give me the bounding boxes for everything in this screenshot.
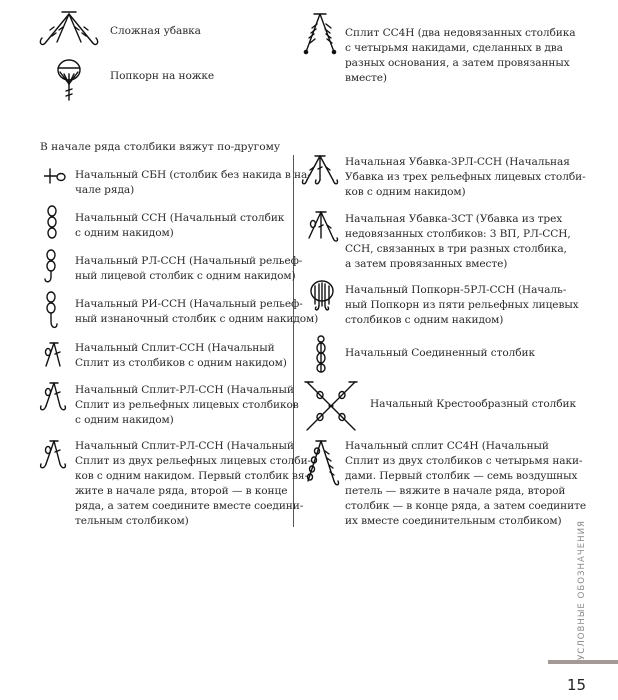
side-section-label-text: УСЛОВНЫЕ ОБОЗНАЧЕНИЯ (577, 519, 587, 660)
text-line: Начальный Сплит-РЛ-ССН (Начальный (75, 440, 294, 452)
starting-decrease-3fpdc-description (345, 155, 586, 200)
starting-crossed-dc-description (370, 397, 576, 412)
starting-popcorn-5fpdc-icon (308, 278, 336, 318)
text-line: Начальный Крестообразный столбик (370, 398, 577, 410)
text-line: Начальный Сплит-ССН (Начальный (75, 342, 275, 354)
text-line: ный изнаночный столбик с одним накидом) (75, 313, 319, 325)
text-line: ный Попкорн из пяти рельефных лицевых (345, 299, 579, 311)
starting-popcorn-5fpdc-description (345, 283, 579, 328)
text-line: недовязанных столбиков: 3 ВП, РЛ-ССН, (345, 228, 571, 240)
starting-bpdc-description (75, 297, 318, 327)
text-line: Начальный Попкорн-5РЛ-ССН (Началь- (345, 284, 567, 296)
text-line: дами. Первый столбик — семь воздушных (345, 470, 578, 482)
text-line: Сплит из двух столбиков с четырьмя наки- (345, 455, 583, 467)
split-dc4-icon (300, 10, 340, 58)
text-line: Сплит из рельефных лицевых столбиков (75, 399, 299, 411)
text-line: Начальный РЛ-ССН (Начальный рельеф- (75, 255, 303, 267)
text-line: Сплит СС4Н (два недовязанных столбика (345, 27, 576, 39)
starting-decrease-3fpdc-icon (300, 152, 340, 188)
text-line: ряда, а затем соедините вместе соедини- (75, 500, 304, 512)
text-line: Начальный СБН (столбик без накида в на- (75, 169, 311, 181)
text-line: Сплит из столбиков с одним накидом) (75, 357, 287, 369)
text-line: Убавка из трех рельефных лицевых столби- (345, 171, 586, 183)
starting-crossed-dc-icon (303, 378, 359, 434)
popcorn-on-stem-icon (54, 56, 84, 106)
starting-dc-icon (44, 205, 60, 243)
side-section-label (571, 520, 591, 660)
starting-sc-description (75, 168, 311, 198)
starting-split-dc4-icon (300, 437, 342, 489)
text-line: ный лицевой столбик с одним накидом) (75, 270, 296, 282)
starting-split-fpdc-description (75, 383, 299, 428)
starting-joined-dc-description (345, 346, 535, 361)
starting-decrease-3dc-icon (302, 208, 340, 244)
text-line: петель — вяжите в начале ряда, второй (345, 485, 566, 497)
starting-fpdc-description (75, 254, 302, 284)
text-line: Начальный Сплит-РЛ-ССН (Начальный (75, 384, 294, 396)
footer-bar (548, 660, 618, 664)
starting-split-fpdc-two-description (75, 439, 311, 529)
text-line: с четырьмя накидами, сделанных в два (345, 42, 563, 54)
starting-split-fpdc-two-icon (38, 438, 68, 472)
complex-decrease-label: Сложная убавка (110, 25, 201, 37)
text-line: Начальная Убавка-3РЛ-ССН (Начальная (345, 156, 570, 168)
starting-fpdc-icon (42, 249, 60, 285)
starting-split-dc-description (75, 341, 287, 371)
starting-sc-icon (44, 166, 68, 186)
complex-decrease-icon (38, 8, 100, 50)
starting-split-fpdc-icon (38, 380, 68, 414)
section-heading: В начале ряда столбики вяжут по-другому (40, 141, 281, 153)
text-line: их вместе соединительным столбиком) (345, 515, 562, 527)
starting-joined-dc-icon (310, 334, 332, 374)
popcorn-on-stem-label: Попкорн на ножке (110, 70, 215, 82)
starting-bpdc-icon (42, 291, 60, 333)
text-line: ССН, связанных в три разных столбика, (345, 243, 567, 255)
text-line: Начальная Убавка-3СТ (Убавка из трех (345, 213, 563, 225)
text-line: Начальный Соединенный столбик (345, 347, 536, 359)
starting-decrease-3dc-description (345, 212, 571, 272)
text-line: тельным столбиком) (75, 515, 189, 527)
text-line: с одним накидом) (75, 414, 174, 426)
page-number: 15 (567, 676, 587, 694)
text-line: Сплит из двух рельефных лицевых столби- (75, 455, 312, 467)
split-dc4-description (345, 26, 576, 86)
starting-split-dc-icon (40, 340, 66, 370)
text-line: ков с одним накидом. Первый столбик вя- (75, 470, 308, 482)
text-line: с одним накидом) (75, 227, 174, 239)
text-line: чале ряда) (75, 184, 135, 196)
starting-split-dc4-description (345, 439, 586, 529)
text-line: Начальный сплит СС4Н (Начальный (345, 440, 549, 452)
text-line: столбик — в конце ряда, а затем соедините (345, 500, 586, 512)
text-line: столбиков с одним накидом) (345, 314, 504, 326)
text-line: ков с одним накидом) (345, 186, 466, 198)
starting-dc-description (75, 211, 284, 241)
text-line: а затем провязанных вместе) (345, 258, 508, 270)
text-line: разных основания, а затем провязанных (345, 57, 570, 69)
text-line: жите в начале ряда, второй — в конце (75, 485, 288, 497)
text-line: Начальный ССН (Начальный столбик (75, 212, 285, 224)
text-line: Начальный РИ-ССН (Начальный рельеф- (75, 298, 303, 310)
text-line: вместе) (345, 72, 387, 84)
